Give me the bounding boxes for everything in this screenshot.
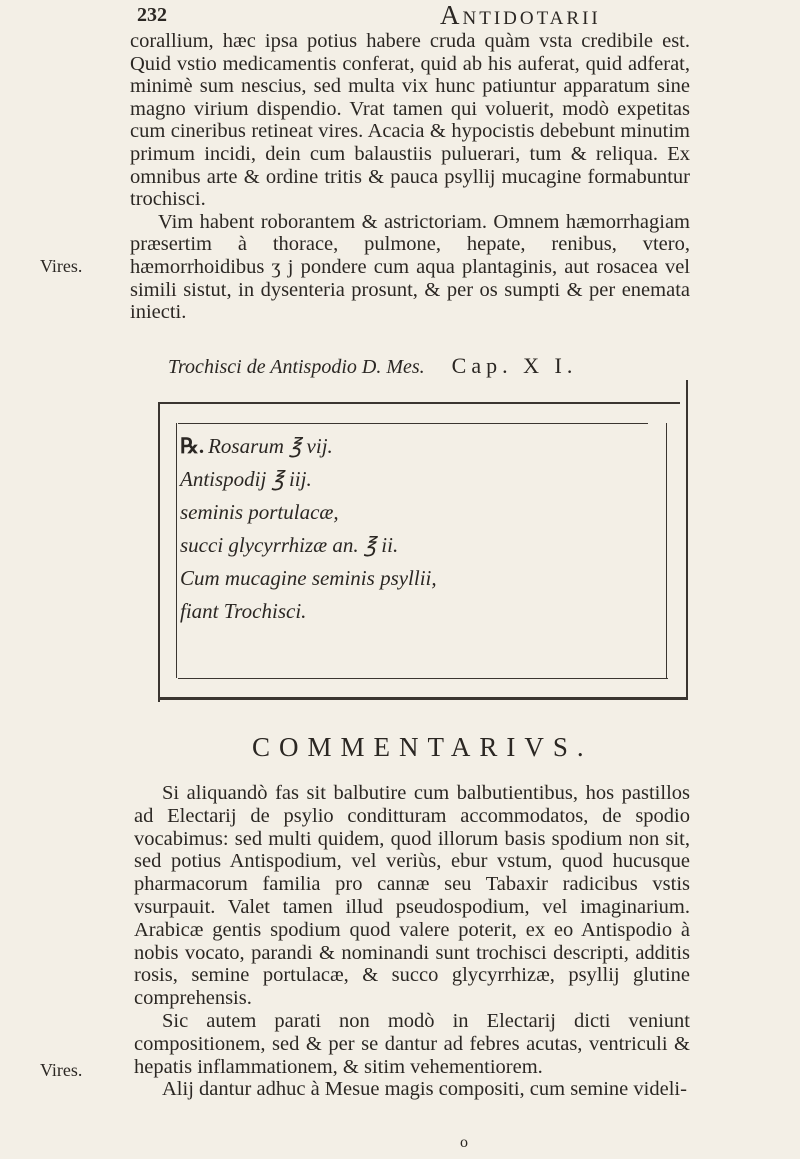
recipe-frame-bottom bbox=[160, 697, 688, 700]
margin-note-vires-2: Vires. bbox=[40, 1060, 83, 1080]
recipe-line-5: Cum mucagine seminis psyllii, bbox=[180, 566, 437, 590]
commentary-paragraph-2: Sic autem parati non modò in Electarij dicti veniunt compositionem, sed & per se dantur ad febres acutas, ventriculi & hepatis inflammationem, & sitim vehementiorem. bbox=[134, 1009, 690, 1078]
chapter-number: Cap. X I. bbox=[451, 353, 578, 378]
recipe-line-1 bbox=[180, 430, 560, 463]
recipe-inner-left bbox=[176, 423, 177, 678]
commentary-paragraph-1: Si aliquandò fas sit balbutire cum balbutientibus, hos pastillos ad Electarij de psylio conditturam accommodatos, de spodio vocabimus: sed multi quidem, quod illorum basis spodium non sit, sed potius Antispodium, vel veriùs, ebur vstum, quod hucusque pharmacorum familia pro cannæ seu Tabaxir radicibus vstis vsurpauit. Valet tamen illud pseudospodium, vel imaginarium. Arabicæ gentis spodium quod valere poterit, ex eo Antispodio à nobis vocato, parandi & nominandi sunt trochisci descripti, additis rosis, semine portulacæ, & succo glycyrrhizæ, psyllij glutine comprehensis. bbox=[134, 782, 690, 1010]
running-title: Antidotarii bbox=[440, 0, 601, 30]
recipe-line-6: fiant Trochisci. bbox=[180, 599, 307, 623]
recipe-inner-bottom bbox=[178, 678, 668, 679]
recipe-frame-left bbox=[158, 402, 160, 702]
main-paragraph-1: corallium, hæc ipsa potius habere cruda quàm vsta credibile est. Quid vstio medicamentis conferat, quid ab his auferat, quid adferat, minimè sum nescius, sed multa vix hunc patiuntur apparatum sine magno virium dispendio. Vrat tamen qui voluerit, modò expetitas cum cineribus retineat vires. Acacia & hypocistis debebunt minutim primum incidi, dein cum balaustiis puluerari, tum & reliqua. Ex omnibus arte & ordine tritis & pauca psyllij mucagine formabuntur trochisci. bbox=[130, 30, 690, 211]
main-text-block bbox=[130, 30, 690, 324]
chapter-heading bbox=[168, 353, 708, 379]
page-number: 232 bbox=[137, 4, 167, 26]
recipe-symbol: ℞. bbox=[180, 434, 205, 458]
recipe-frame-right bbox=[686, 380, 688, 698]
chapter-title: Trochisci de Antispodio D. Mes. bbox=[168, 356, 425, 378]
recipe-line-2: Antispodij ℥ iij. bbox=[180, 467, 312, 491]
signature-mark: o bbox=[460, 1134, 468, 1151]
main-paragraph-2: Vim habent roborantem & astrictoriam. Omnem hæmorrhagiam præsertim à thorace, pulmone, hepate, renibus, vtero, hæmorrhoidibus ʒ j pondere cum aqua plantaginis, aut rosacea vel simili sistut, in dysenteria prosunt, & per os sumpti & per enemata iniecti. bbox=[130, 210, 690, 324]
margin-note-vires-1: Vires. bbox=[40, 256, 83, 276]
recipe-inner-right bbox=[666, 423, 667, 678]
recipe-frame-top bbox=[160, 402, 680, 404]
recipe-block bbox=[180, 430, 560, 628]
recipe-line-4: succi glycyrrhizæ an. ℥ ii. bbox=[180, 533, 399, 557]
commentary-text-block bbox=[134, 782, 690, 1101]
commentary-title: COMMENTARIVS. bbox=[252, 732, 593, 762]
commentary-paragraph-3: Alij dantur adhuc à Mesue magis compositi, cum semine videli- bbox=[162, 1078, 687, 1101]
recipe-line-1-text: Rosarum ℥ vij. bbox=[208, 434, 333, 458]
recipe-inner-top bbox=[178, 423, 648, 424]
recipe-line-3: seminis portulacæ, bbox=[180, 500, 339, 524]
